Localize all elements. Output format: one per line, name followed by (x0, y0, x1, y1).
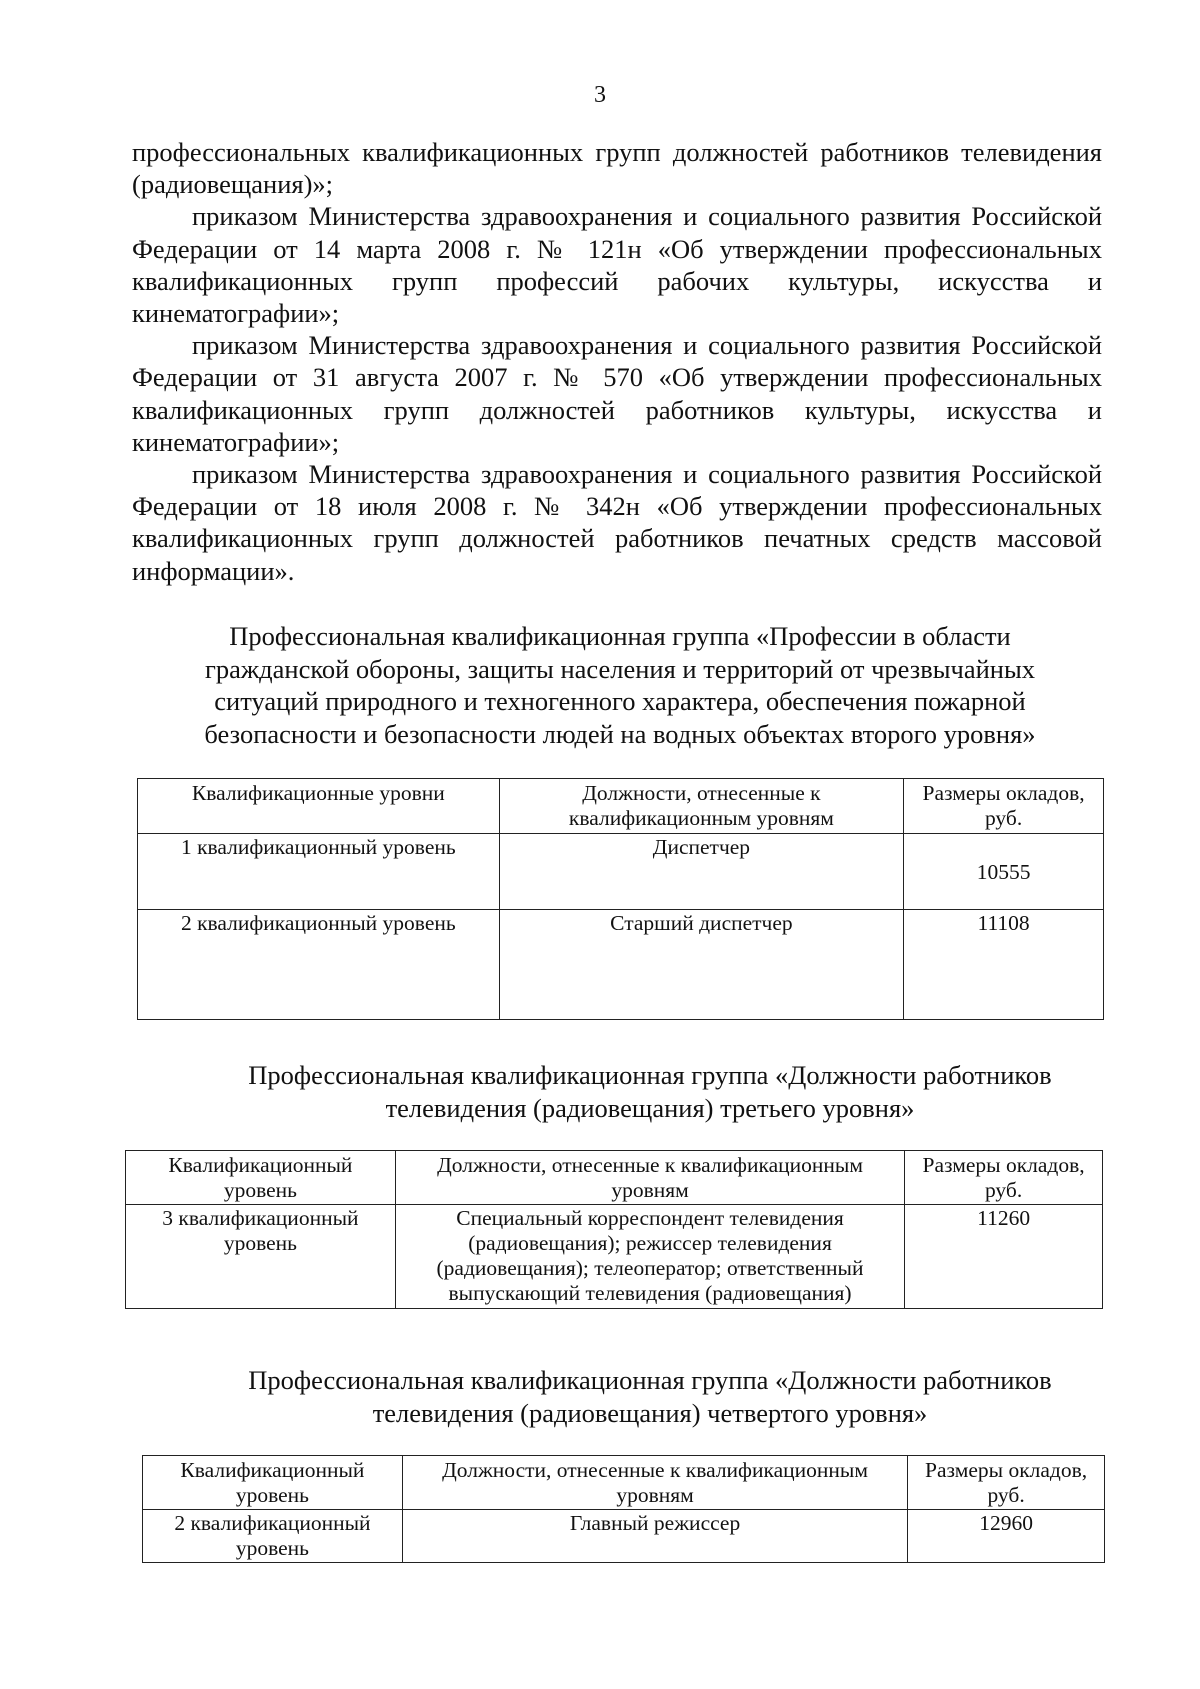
table-cell: 12960 (908, 1510, 1105, 1563)
table-header-cell: Размеры окладов, руб. (904, 779, 1104, 834)
title-line: Профессиональная квалификационная группа «Профессии в области (229, 621, 1011, 651)
table-header-cell: Размеры окладов, руб. (908, 1456, 1105, 1510)
table-cell: 11108 (904, 910, 1104, 1020)
table-header-cell: Квалификационный уровень (126, 1151, 396, 1205)
title-line: Профессиональная квалификационная группа «Должности работников (248, 1060, 1052, 1090)
body-text (132, 136, 1102, 587)
title-line: ситуаций природного и техногенного характера, обеспечения пожарной (214, 686, 1026, 716)
qualification-table (142, 1455, 1105, 1563)
body-paragraph: профессиональных квалификационных групп должностей работников телевидения (радиовещания)»; (132, 137, 1102, 200)
table-cell: Специальный корреспондент телевидения (радиовещания); режиссер телевидения (радиовещания); телеоператор; ответственный выпускающий телевидения (радиовещания) (395, 1205, 904, 1309)
section-title (190, 1364, 1110, 1429)
body-paragraph: приказом Министерства здравоохранения и социального развития Российской Федерации от 14 марта 2008 г. № 121н «Об утверждении профессиональных квалификационных групп профессий рабочих культуры, искусства и кинематографии»; (132, 201, 1102, 329)
table-header-row (138, 779, 1104, 834)
table-cell: Главный режиссер (402, 1510, 907, 1563)
table-cell: 2 квалификационный уровень (143, 1510, 403, 1563)
qualification-table (137, 778, 1104, 1020)
table-cell: 2 квалификационный уровень (138, 910, 500, 1020)
section-title (190, 1059, 1110, 1124)
table-cell: 10555 (904, 834, 1104, 910)
qualification-table (125, 1150, 1103, 1309)
table-row (143, 1510, 1105, 1563)
title-line: Профессиональная квалификационная группа «Должности работников (248, 1365, 1052, 1395)
title-line: гражданской обороны, защиты населения и территорий от чрезвычайных (204, 653, 1036, 684)
table-header-cell: Квалификационный уровень (143, 1456, 403, 1510)
title-line: телевидения (радиовещания) третьего уровня» (385, 1092, 915, 1123)
table-cell: 11260 (905, 1205, 1103, 1309)
table-header-cell: Квалификационные уровни (138, 779, 500, 834)
section-title (150, 620, 1090, 750)
table-row (138, 834, 1104, 910)
table-cell: Старший диспетчер (499, 910, 904, 1020)
body-paragraph: приказом Министерства здравоохранения и социального развития Российской Федерации от 18 июля 2008 г. № 342н «Об утверждении профессиональных квалификационных групп должностей работников печатных средств массовой информации». (132, 459, 1102, 586)
table-header-cell: Должности, отнесенные к квалификационным уровням (395, 1151, 904, 1205)
page-number: 3 (594, 82, 606, 108)
table-row (138, 910, 1104, 1020)
table-header-row (126, 1151, 1103, 1205)
table-header-row (143, 1456, 1105, 1510)
table-header-cell: Размеры окладов, руб. (905, 1151, 1103, 1205)
table-cell: 1 квалификационный уровень (138, 834, 500, 910)
table-cell: 3 квалификационный уровень (126, 1205, 396, 1309)
table-cell: Диспетчер (499, 834, 904, 910)
table-header-cell: Должности, отнесенные к квалификационным уровням (499, 779, 904, 834)
title-line: телевидения (радиовещания) четвертого уровня» (372, 1397, 928, 1428)
body-paragraph: приказом Министерства здравоохранения и социального развития Российской Федерации от 31 августа 2007 г. № 570 «Об утверждении профессиональных квалификационных групп должностей работников культуры, искусства и кинематографии»; (132, 330, 1102, 457)
table-header-cell: Должности, отнесенные к квалификационным уровням (402, 1456, 907, 1510)
table-row (126, 1205, 1103, 1309)
title-line: безопасности и безопасности людей на водных объектах второго уровня» (204, 718, 1036, 749)
